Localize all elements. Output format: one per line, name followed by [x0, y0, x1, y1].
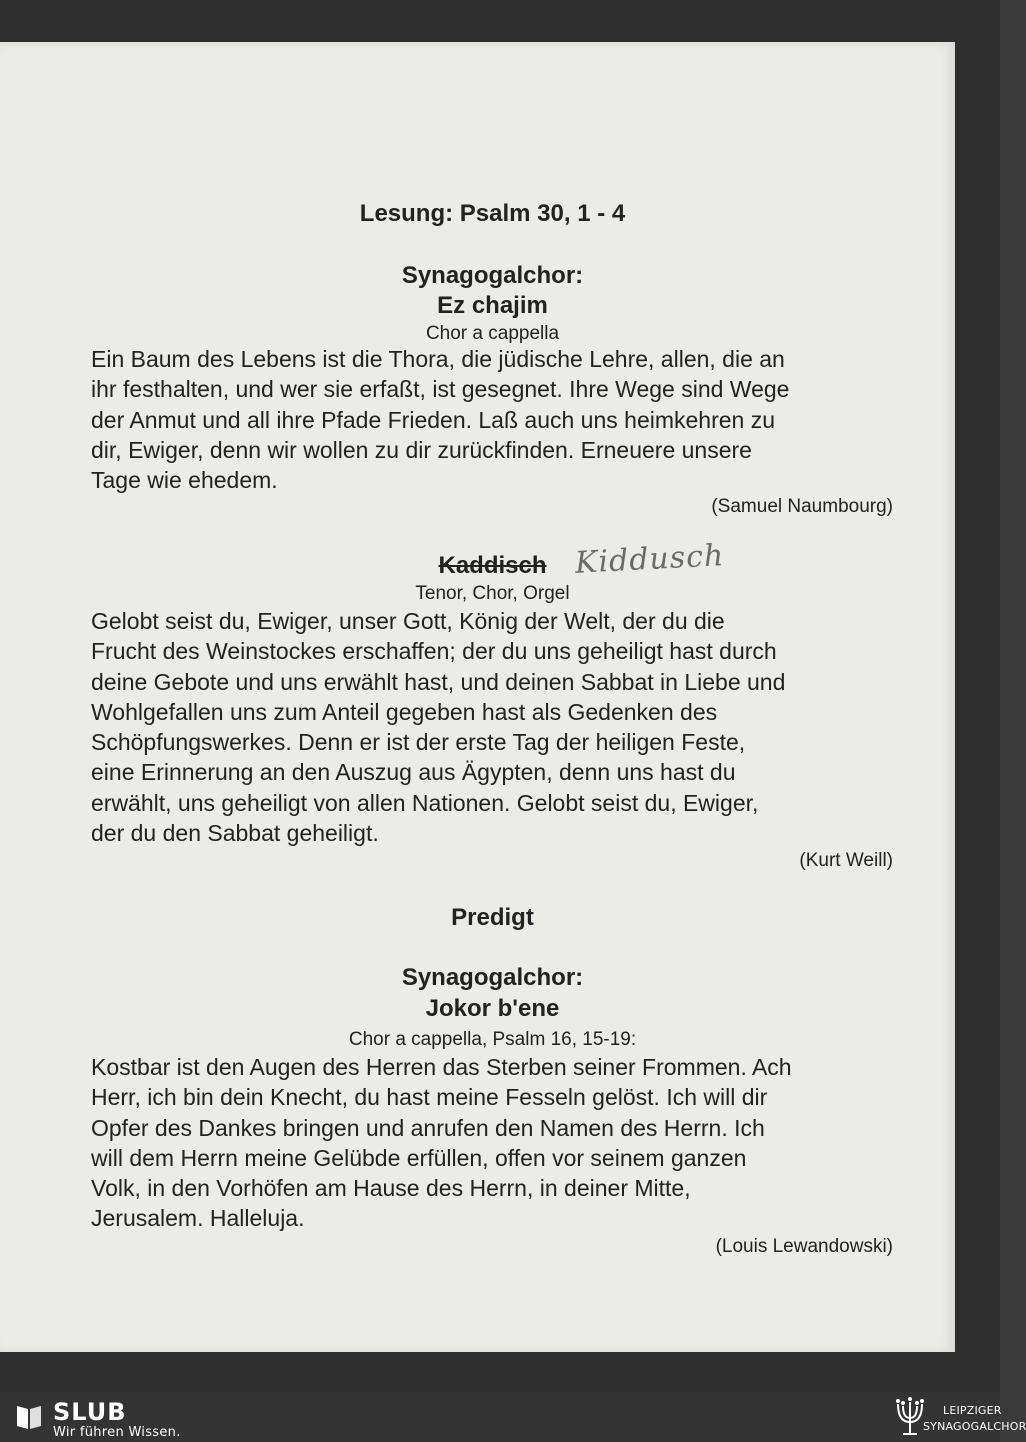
text-line: Wohlgefallen uns zum Anteil gegeben hast als Gedenken des — [91, 698, 718, 725]
slub-name[interactable]: SLUB — [53, 1398, 127, 1426]
book-icon — [14, 1402, 44, 1432]
kaddisch-subtitle: Tenor, Chor, Orgel — [415, 583, 570, 604]
kaddisch-title-text: Kaddisch — [438, 552, 547, 579]
choir-name-line1: LEIPZIGER — [943, 1404, 1002, 1417]
ez-chajim-composer: (Samuel Naumbourg) — [711, 496, 893, 517]
jokor-label: Synagogalchor: — [401, 964, 584, 991]
text-line: Herr, ich bin dein Knecht, du hast meine Fesseln gelöst. Ich will dir — [91, 1084, 768, 1111]
text-line: will dem Herrn meine Gelübde erfüllen, offen vor seinem ganzen — [91, 1144, 747, 1171]
text-line: Tage wie ehedem. — [91, 467, 278, 494]
kaddisch-title — [0, 552, 985, 580]
text-line: Frucht des Weinstockes erschaffen; der du uns geheiligt hast durch — [91, 638, 777, 665]
ez-chajim-title: Ez chajim — [437, 292, 548, 319]
jokor-composer: (Louis Lewandowski) — [715, 1236, 893, 1257]
text-line: ihr festhalten, und wer sie erfaßt, ist gesegnet. Ihre Wege sind Wege — [91, 376, 790, 403]
text-line: eine Erinnerung an den Auszug aus Ägypten, denn uns hast du — [91, 759, 736, 786]
text-line: der du den Sabbat geheiligt. — [91, 820, 379, 847]
kaddisch-composer: (Kurt Weill) — [799, 850, 893, 871]
text-line: deine Gebote und uns erwählt hast, und deinen Sabbat in Liebe und — [91, 668, 786, 695]
text-line: Gelobt seist du, Ewiger, unser Gott, König der Welt, der du die — [91, 608, 725, 634]
ez-chajim-label: Synagogalchor: — [401, 262, 584, 289]
slub-tagline: Wir führen Wissen. — [53, 1425, 181, 1440]
predigt-heading: Predigt — [451, 904, 534, 931]
text-line: Schöpfungswerkes. Denn er ist der erste Tag der heiligen Feste, — [91, 729, 746, 756]
kaddisch-text — [91, 606, 911, 848]
jokor-title: Jokor b'ene — [425, 995, 560, 1022]
jokor-subtitle: Chor a cappella, Psalm 16, 15-19: — [348, 1029, 637, 1050]
text-line: Opfer des Dankes bringen und anrufen den Namen des Herrn. Ich — [91, 1114, 765, 1141]
text-line: Volk, in den Vorhöfen am Hause des Herrn, in deiner Mitte, — [91, 1175, 691, 1202]
text-line: erwählt, uns geheiligt von allen Nationen. Gelobt seist du, Ewiger, — [91, 789, 759, 816]
choir-name-line2: SYNAGOGALCHOR — [923, 1420, 1026, 1433]
text-line: der Anmut und all ihre Pfade Frieden. Laß auch uns heimkehren zu — [91, 406, 776, 433]
handwritten-annotation: Kiddusch — [574, 538, 726, 581]
reading-heading: Lesung: Psalm 30, 1 - 4 — [359, 200, 626, 227]
menorah-icon — [893, 1394, 927, 1438]
ez-chajim-text — [91, 344, 911, 495]
jokor-text — [91, 1052, 911, 1234]
text-line: Ein Baum des Lebens ist die Thora, die jüdische Lehre, allen, die an — [91, 346, 785, 372]
text-line: Kostbar ist den Augen des Herren das Sterben seiner Frommen. Ach — [91, 1054, 792, 1080]
ez-chajim-subtitle: Chor a cappella — [425, 323, 560, 344]
scanned-page — [0, 42, 955, 1352]
text-line: Jerusalem. Halleluja. — [91, 1205, 305, 1232]
footer-bar — [0, 1392, 1026, 1442]
text-line: dir, Ewiger, denn wir wollen zu dir zurückfinden. Erneuere unsere — [91, 436, 752, 463]
